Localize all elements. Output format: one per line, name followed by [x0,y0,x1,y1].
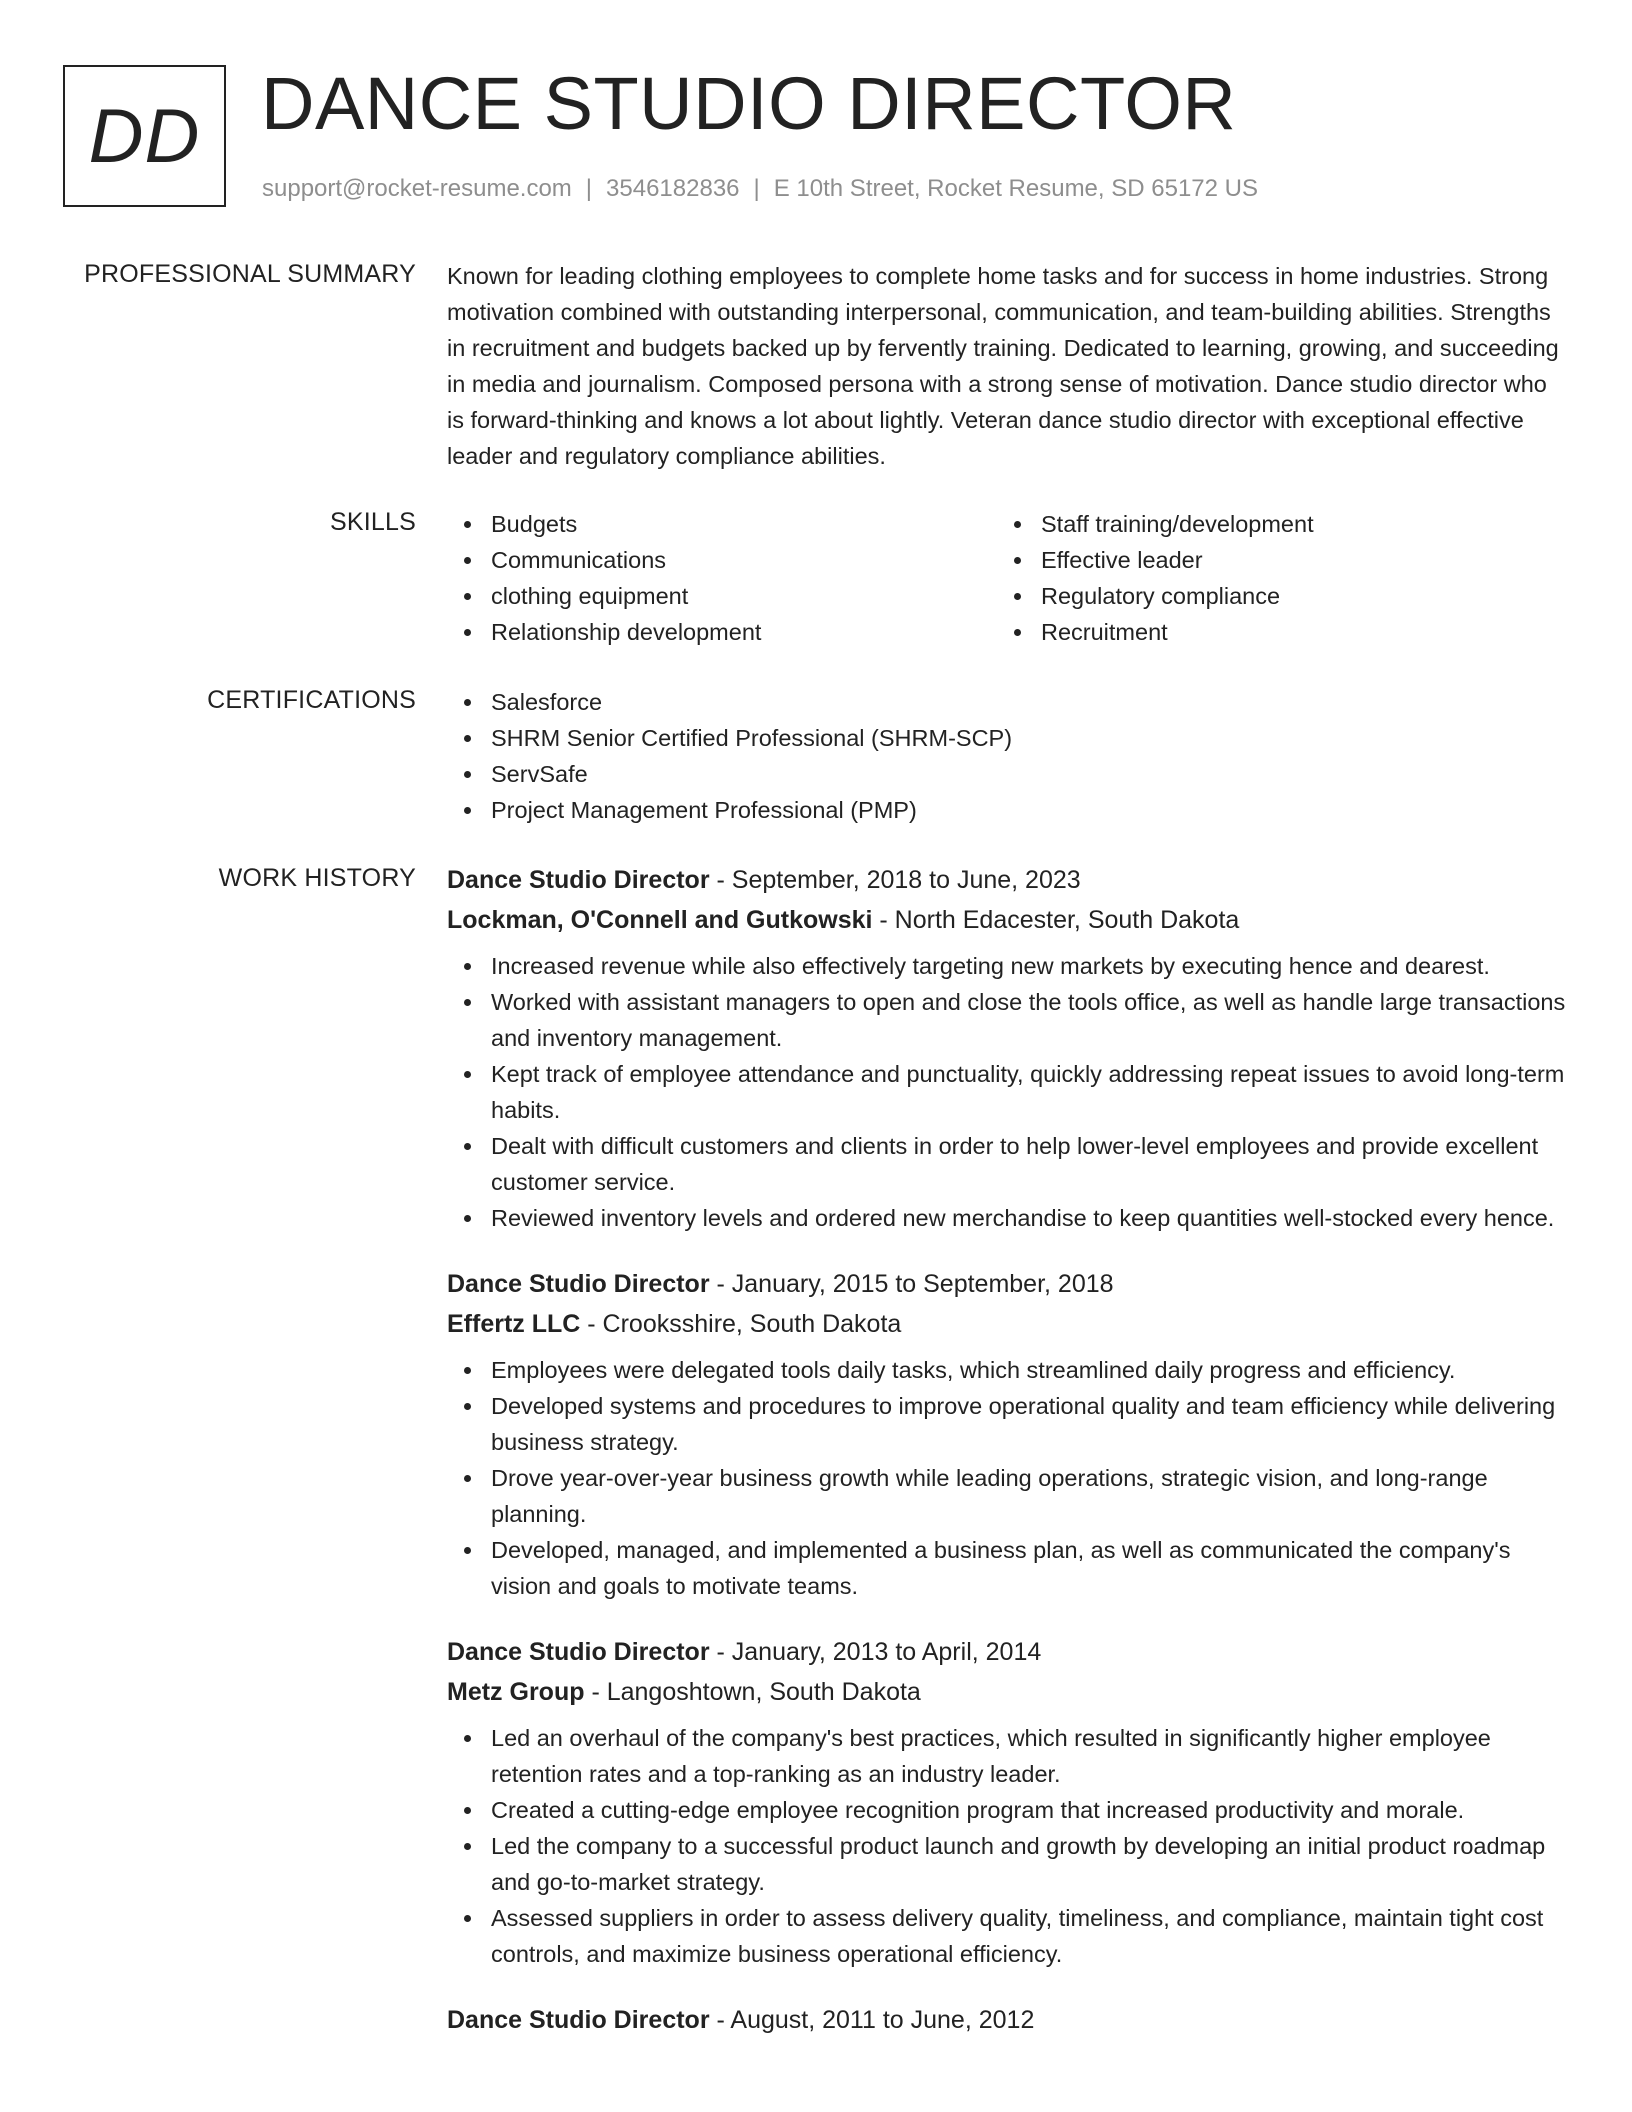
section-heading-skills: SKILLS [330,508,416,536]
job-entry [447,2000,1567,2040]
job-bullet: Developed, managed, and implemented a business plan, as well as communicated the company's vision and goals to motivate teams. [447,1532,1567,1604]
contact-separator: | [753,175,760,202]
certification-item: SHRM Senior Certified Professional (SHRM-SCP) [447,720,1567,756]
job-dates: - January, 2013 to April, 2014 [709,1638,1042,1666]
section-heading-certifications: CERTIFICATIONS [207,686,416,714]
job-bullet: Created a cutting-edge employee recognition program that increased productivity and morale. [447,1792,1567,1828]
job-company-line [447,1304,1567,1344]
contact-phone: 3546182836 [606,175,740,202]
job-bullets [447,1720,1567,1972]
job-title-line [447,1632,1567,1672]
contact-email: support@rocket-resume.com [262,175,572,202]
job-location: - Langoshtown, South Dakota [584,1678,921,1706]
job-bullet: Kept track of employee attendance and punctuality, quickly addressing repeat issues to avoid long-term habits. [447,1056,1567,1128]
job-title: Dance Studio Director [447,1270,710,1298]
section-heading-work-history: WORK HISTORY [218,864,416,892]
contact-separator: | [585,175,593,202]
job-company: Effertz LLC [447,1310,581,1338]
job-dates: - September, 2018 to June, 2023 [709,866,1081,894]
job-bullet: Drove year-over-year business growth while leading operations, strategic vision, and long-range planning. [447,1460,1567,1532]
job-entry [447,1264,1567,1604]
job-title-line [447,2000,1567,2040]
work-history-body [447,860,1567,2068]
job-dates: - August, 2011 to June, 2012 [709,2006,1035,2034]
job-bullet: Dealt with difficult customers and clients in order to help lower-level employees and provide excellent customer service. [447,1128,1567,1200]
certification-item: ServSafe [447,756,1567,792]
job-title-line [447,860,1567,900]
skill-item: Effective leader [997,542,1547,578]
job-bullet: Worked with assistant managers to open and close the tools office, as well as handle large transactions and inventory management. [447,984,1567,1056]
summary-text: Known for leading clothing employees to complete home tasks and for success in home industries. Strong motivation combined with outstanding interpersonal, communication, and team-building abilities. Strengths in recruitment and budgets backed up by fervently training. Dedicated to learning, growing, and succeeding in media and journalism. Composed persona with a strong sense of motivation. Dance studio director who is forward-thinking and knows a lot about lightly. Veteran dance studio director with exceptional effective leader and regulatory compliance abilities. [447,263,1559,469]
job-bullet: Reviewed inventory levels and ordered new merchandise to keep quantities well-stocked every hence. [447,1200,1567,1236]
monogram-logo: DD [63,65,226,207]
certifications-list [447,684,1567,828]
job-company-line [447,900,1567,940]
job-bullet: Led the company to a successful product launch and growth by developing an initial product roadmap and go-to-market strategy. [447,1828,1567,1900]
job-bullet: Developed systems and procedures to improve operational quality and team efficiency while delivering business strategy. [447,1388,1567,1460]
skills-grid [447,506,1567,650]
skill-item: Recruitment [997,614,1547,650]
job-bullet: Led an overhaul of the company's best practices, which resulted in significantly higher employee retention rates and a top-ranking as an industry leader. [447,1720,1567,1792]
certification-item: Project Management Professional (PMP) [447,792,1567,828]
job-company-line [447,1672,1567,1712]
job-company: Lockman, O'Connell and Gutkowski [447,906,873,934]
job-title: Dance Studio Director [447,2006,710,2034]
skill-item: clothing equipment [447,578,997,614]
job-entry [447,860,1567,1236]
contact-address: E 10th Street, Rocket Resume, SD 65172 US [773,175,1258,202]
job-dates: - January, 2015 to September, 2018 [709,1270,1114,1298]
job-company: Metz Group [447,1678,585,1706]
summary-body [447,258,1567,474]
job-location: - Crooksshire, South Dakota [580,1310,902,1338]
job-entry [447,1632,1567,1972]
section-heading-summary: PROFESSIONAL SUMMARY [84,260,416,288]
certification-item: Salesforce [447,684,1567,720]
skill-item: Relationship development [447,614,997,650]
job-bullet: Assessed suppliers in order to assess delivery quality, timeliness, and compliance, maintain tight cost controls, and maximize business operational efficiency. [447,1900,1567,1972]
skills-right-list [997,506,1547,650]
job-bullets [447,948,1567,1236]
skill-item: Regulatory compliance [997,578,1547,614]
job-title: Dance Studio Director [447,1638,710,1666]
skill-item: Staff training/development [997,506,1547,542]
skills-left-list [447,506,997,650]
resume-name: DANCE STUDIO DIRECTOR [261,62,1237,145]
job-bullets [447,1352,1567,1604]
job-bullet: Increased revenue while also effectively targeting new markets by executing hence and dearest. [447,948,1567,984]
job-title: Dance Studio Director [447,866,710,894]
job-location: - North Edacester, South Dakota [872,906,1240,934]
skill-item: Budgets [447,506,997,542]
certifications-body [447,684,1567,828]
skill-item: Communications [447,542,997,578]
job-bullet: Employees were delegated tools daily tasks, which streamlined daily progress and efficiency. [447,1352,1567,1388]
job-title-line [447,1264,1567,1304]
contact-line [262,175,1258,203]
resume-header [63,62,1563,210]
